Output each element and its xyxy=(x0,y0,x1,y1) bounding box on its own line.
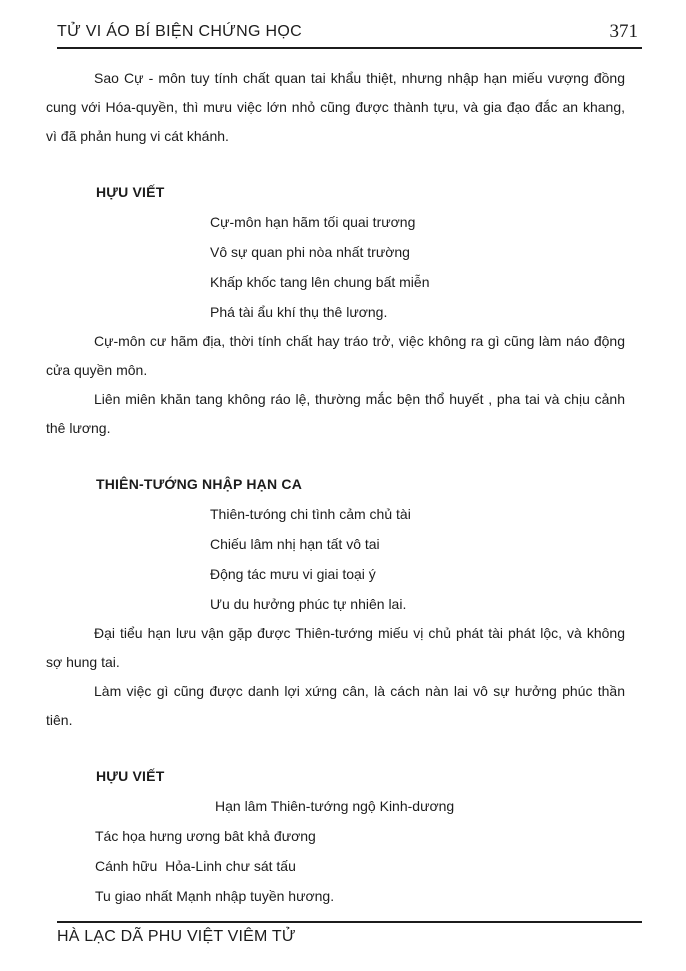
footer-text: HÀ LẠC DÃ PHU VIỆT VIÊM TỬ xyxy=(57,928,296,945)
paragraph-line: Sao Cự - môn tuy tính chất quan tai khẩu thiệt, nhưng nhập hạn miếu vượng đồng xyxy=(94,70,625,86)
paragraph-line: cung với Hóa-quyền, thì mưu việc lớn nhỏ cũng được thành tựu, và gia đạo đắc an khang, xyxy=(46,99,625,115)
page-footer xyxy=(57,921,642,947)
running-title: TỬ VI ÁO BÍ BIỆN CHỨNG HỌC xyxy=(57,23,302,40)
verse-line: Tu giao nhất Mạnh nhập tuyền hương. xyxy=(95,888,335,904)
section-heading: HỰU VIẾT xyxy=(96,184,165,200)
paragraph-line: cửa quyền môn. xyxy=(46,362,148,378)
paragraph-line: thê lương. xyxy=(46,420,111,436)
verse-line: Ưu du hưởng phúc tự nhiên lai. xyxy=(210,596,407,612)
paragraph-line: Cự-môn cư hãm địa, thời tính chất hay tráo trở, việc không ra gì cũng làm náo động xyxy=(94,333,625,349)
section-heading: HỰU VIẾT xyxy=(96,768,165,784)
verse-line: Hạn lâm Thiên-tướng ngộ Kinh-dương xyxy=(215,798,455,814)
paragraph-line: Liên miên khăn tang không ráo lệ, thường mắc bện thổ huyết , pha tai và chịu cảnh xyxy=(94,391,625,407)
paragraph-line: Đại tiểu hạn lưu vận gặp được Thiên-tướng miếu vị chủ phát tài phát lộc, và không xyxy=(94,625,625,641)
verse-line: Chiếu lâm nhị hạn tất vô tai xyxy=(210,536,380,552)
verse-line: Cánh hữu Hỏa-Linh chư sát tấu xyxy=(95,858,296,874)
verse-line: Tác họa hưng ương bât khả đương xyxy=(95,828,316,844)
paragraph-line: tiên. xyxy=(46,712,73,728)
paragraph-line: sợ hung tai. xyxy=(46,654,120,670)
paragraph-line: Làm việc gì cũng được danh lợi xứng cân, là cách nàn lai vô sự hưởng phúc thần xyxy=(94,683,625,699)
paragraph xyxy=(46,64,625,151)
paragraph xyxy=(46,677,625,735)
verse-line: Phá tài ẩu khí thụ thê lương. xyxy=(210,304,388,320)
page-body xyxy=(0,49,686,911)
page-number: 371 xyxy=(609,21,638,42)
page-header xyxy=(57,0,642,49)
verse-line: Cự-môn hạn hãm tối quai trương xyxy=(210,214,416,230)
paragraph xyxy=(46,385,625,443)
verse-line: Động tác mưu vi giai toại ý xyxy=(210,566,376,582)
paragraph xyxy=(46,619,625,677)
verse-line: Khấp khốc tang lên chung bất miễn xyxy=(210,274,430,290)
verse-line: Thiên-tưóng chi tình cảm chủ tài xyxy=(210,506,411,522)
paragraph-line: vì đã phản hung vi cát khánh. xyxy=(46,128,229,144)
section-heading: THIÊN-TƯỚNG NHẬP HẠN CA xyxy=(96,476,303,492)
verse-block xyxy=(46,499,625,619)
paragraph xyxy=(46,327,625,385)
verse-block xyxy=(46,791,625,911)
verse-block xyxy=(46,207,625,327)
verse-line: Vô sự quan phi nòa nhất trường xyxy=(210,244,410,260)
